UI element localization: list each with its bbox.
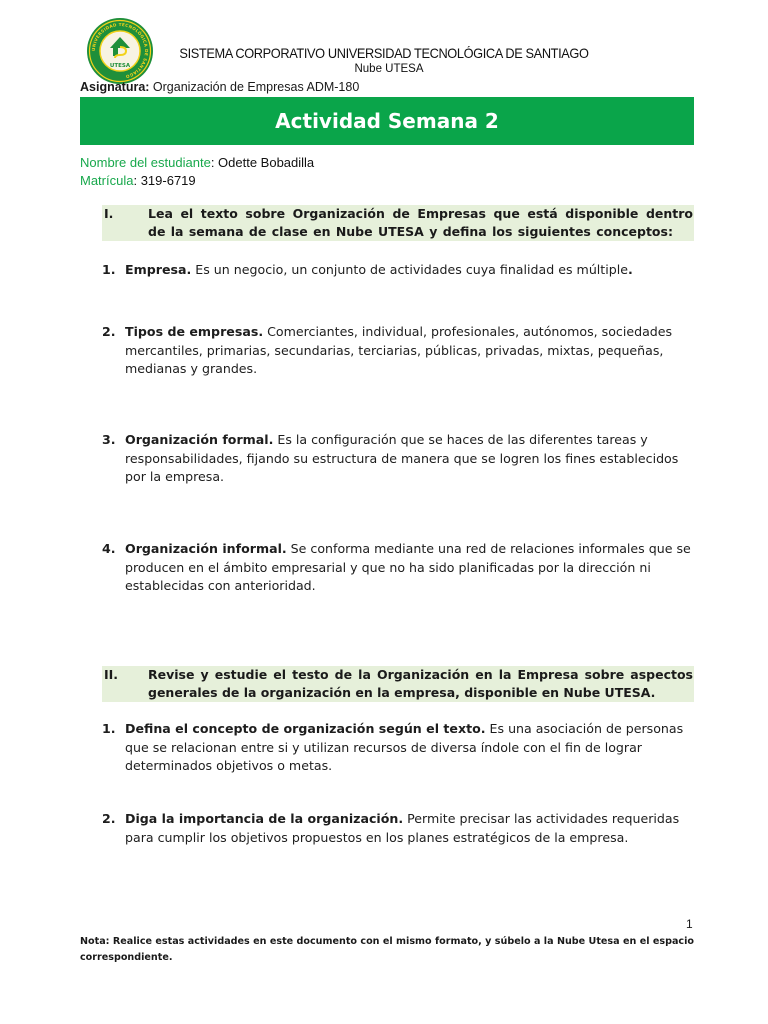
- item-number: 1.: [102, 262, 116, 277]
- subject-label: Asignatura:: [80, 80, 150, 94]
- student-id-label: Matrícula: [80, 173, 134, 188]
- item-number: 1.: [102, 721, 116, 736]
- institution-title: SISTEMA CORPORATIVO UNIVERSIDAD TECNOLÓGICA DE SANTIAGO: [179, 46, 589, 61]
- student-name: [80, 155, 314, 170]
- student-name-label: Nombre del estudiante: [80, 155, 211, 170]
- section-text: Lea el texto sobre Organización de Empresas que está disponible dentro de la semana de clase en Nube UTESA y defina los siguientes conceptos:: [148, 206, 693, 239]
- footer-note: Nota: Realice estas actividades en este documento con el mismo formato, y súbelo a la Nube Utesa en el espacio correspondiente.: [80, 936, 694, 963]
- logo-text: UTESA: [109, 63, 131, 69]
- item-number: 2.: [102, 324, 116, 339]
- list-item: [102, 323, 698, 379]
- item-number: 3.: [102, 432, 116, 447]
- student-id: [80, 173, 196, 188]
- item-definition: Es la configuración que se haces de las diferentes tareas y responsabilidades, fijando su estructura de manera que se logren los fines establecidos por la empresa.: [125, 432, 679, 484]
- item-number: 4.: [102, 541, 116, 556]
- list-item: [102, 540, 698, 596]
- item-term: Tipos de empresas.: [125, 324, 264, 339]
- item-definition: Permite precisar las actividades requeridas para cumplir los objetivos propuestos en los planes estratégicos de la empresa.: [125, 811, 680, 845]
- logo-ring-text: UNIVERSIDAD TECNOLÓGICA DE SANTIAGO: [90, 21, 150, 80]
- item-term: Defina el concepto de organización según el texto.: [125, 721, 486, 736]
- activity-banner: [80, 97, 694, 145]
- section-text: Revise y estudie el testo de la Organización en la Empresa sobre aspectos generales de la organización en la empresa, disponible en Nube UTESA.: [148, 667, 693, 700]
- section-number: I.: [104, 206, 114, 221]
- item-definition: Comerciantes, individual, profesionales, autónomos, sociedades mercantiles, primarias, secundarias, terciarias, públicas, privadas, mixtas, pequeñas, medianas y grandes.: [125, 324, 673, 376]
- page-number: 1: [686, 917, 693, 931]
- item-end: .: [627, 262, 633, 277]
- list-item: [102, 810, 698, 847]
- subject-line: [80, 80, 359, 94]
- item-definition: Es una asociación de personas que se relacionan entre si y utilizan recursos de diversa índole con el fin de lograr determinados objetivos o metas.: [125, 721, 684, 773]
- list-item: [102, 261, 698, 280]
- item-term: Organización formal.: [125, 432, 274, 447]
- item-term: Organización informal.: [125, 541, 287, 556]
- student-name-value: : Odette Bobadilla: [210, 155, 315, 170]
- section-heading: [102, 666, 694, 702]
- institution-subtitle: Nube UTESA: [354, 63, 424, 75]
- student-id-value: : 319-6719: [133, 173, 196, 188]
- activity-title: Actividad Semana 2: [275, 109, 499, 133]
- item-definition: Se conforma mediante una red de relaciones informales que se producen en el ámbito empresarial y que no ha sido planificadas por la dirección ni establecidas con anterioridad.: [125, 541, 691, 593]
- item-term: Empresa.: [125, 262, 192, 277]
- subject-value: Organización de Empresas ADM-180: [149, 80, 360, 94]
- item-definition: Es un negocio, un conjunto de actividades cuya finalidad es múltiple: [191, 262, 628, 277]
- section-number: II.: [104, 667, 119, 682]
- list-item: [102, 720, 698, 776]
- item-number: 2.: [102, 811, 116, 826]
- item-term: Diga la importancia de la organización.: [125, 811, 404, 826]
- section-heading: [102, 205, 694, 241]
- list-item: [102, 431, 698, 487]
